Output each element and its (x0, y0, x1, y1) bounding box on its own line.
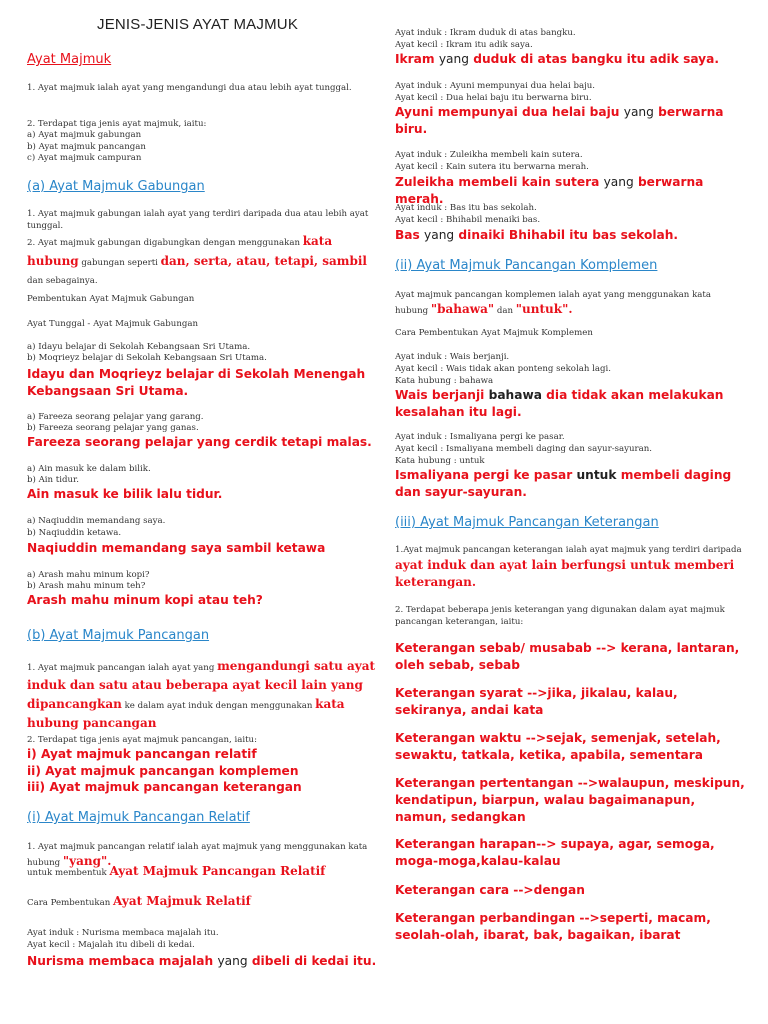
paragraph: 1. Ayat majmuk gabungan ialah ayat yang terdiri daripada dua atau lebih ayat tunggal. (27, 209, 369, 231)
keterangan-item: Keterangan perbandingan -->seperti, macam, seolah-olah, ibarat, bak, bagaikan, ibarat (395, 911, 711, 942)
example-line: Kata hubung : bahawa (395, 376, 494, 386)
keterangan-item: Keterangan pertentangan -->walaupun, meskipun, kendatipun, biarpun, walau bagaimanapun, namun, sedangkan (395, 776, 745, 824)
heading-pancangan: (b) Ayat Majmuk Pancangan (27, 628, 210, 643)
list-item: a) Ayat majmuk gabungan (27, 130, 142, 140)
heading-gabungan: (a) Ayat Majmuk Gabungan (27, 179, 205, 194)
example-line: Ayat induk : Nurisma membaca majalah itu. (27, 928, 219, 938)
keterangan-item: Keterangan syarat -->jika, jikalau, kalau, sekiranya, andai kata (395, 686, 678, 717)
paragraph: 1.Ayat majmuk pancangan keterangan ialah ayat majmuk yang terdiri daripada ayat induk dan ayat lain berfungsi untuk memberi keterangan. (395, 545, 742, 589)
list-item: ii) Ayat majmuk pancangan komplemen (27, 764, 299, 778)
example-result: Ismaliyana pergi ke pasar untuk membeli daging dan sayur-sayuran. (395, 468, 732, 499)
example-result: Arash mahu minum kopi atau teh? (27, 593, 263, 607)
example-line: a) Naqiuddin memandang saya. (27, 516, 166, 526)
example-line: Ayat kecil : Majalah itu dibeli di kedai. (27, 940, 195, 950)
example-result: Wais berjanji bahawa dia tidak akan melakukan kesalahan itu lagi. (395, 388, 724, 419)
example-line: Kata hubung : untuk (395, 456, 485, 466)
paragraph: Ayat Tunggal - Ayat Majmuk Gabungan (27, 319, 199, 329)
example-line: Ayat induk : Wais berjanji. (395, 352, 510, 362)
heading-komplemen: (ii) Ayat Majmuk Pancangan Komplemen (395, 258, 658, 273)
keterangan-item: Keterangan waktu -->sejak, semenjak, setelah, sewaktu, tatkala, ketika, apabila, sementara (395, 731, 721, 762)
paragraph: 2. Terdapat beberapa jenis keterangan yang digunakan dalam ayat majmuk pancangan keterangan, iaitu: (395, 605, 725, 627)
example-line: Ayat induk : Bas itu bas sekolah. (395, 203, 537, 213)
example-result: Ain masuk ke bilik lalu tidur. (27, 487, 223, 501)
heading-keterangan: (iii) Ayat Majmuk Pancangan Keterangan (395, 515, 659, 530)
paragraph: 2. Terdapat tiga jenis ayat majmuk pancangan, iaitu: (27, 735, 257, 745)
paragraph: Cara Pembentukan Ayat Majmuk Komplemen (395, 328, 593, 338)
keterangan-item: Keterangan harapan--> supaya, agar, semoga, moga-moga,kalau-kalau (395, 837, 715, 868)
example-line: a) Ain masuk ke dalam bilik. (27, 464, 151, 474)
paragraph: 1. Ayat majmuk pancangan ialah ayat yang mengandungi satu ayat induk dan satu atau beberapa ayat kecil lain yang dipancangkan ke dalam ayat induk dengan menggunakan kata hubung pancangan (27, 659, 376, 730)
example-line: a) Arash mahu minum kopi? (27, 570, 150, 580)
example-line: a) Idayu belajar di Sekolah Kebangsaan Sri Utama. (27, 342, 251, 352)
example-result: Nurisma membaca majalah yang dibeli di kedai itu. (27, 954, 377, 968)
example-line: b) Fareeza seorang pelajar yang ganas. (27, 423, 199, 433)
example-result: Ayuni mempunyai dua helai baju yang berwarna biru. (395, 105, 724, 136)
list-item: b) Ayat majmuk pancangan (27, 142, 146, 152)
example-line: b) Arash mahu minum teh? (27, 581, 146, 591)
example-line: b) Naqiuddin ketawa. (27, 528, 122, 538)
paragraph: Pembentukan Ayat Majmuk Gabungan (27, 294, 195, 304)
keterangan-item: Keterangan cara -->dengan (395, 883, 585, 897)
list-item: i) Ayat majmuk pancangan relatif (27, 747, 257, 761)
paragraph: 2. Terdapat tiga jenis ayat majmuk, iaitu: (27, 119, 207, 129)
example-result: Ikram yang duduk di atas bangku itu adik saya. (395, 52, 719, 66)
example-line: Ayat kecil : Wais tidak akan ponteng sekolah lagi. (395, 364, 611, 374)
example-line: b) Moqrieyz belajar di Sekolah Kebangsaan Sri Utama. (27, 353, 267, 363)
keterangan-item: Keterangan sebab/ musabab --> kerana, lantaran, oleh sebab, sebab (395, 641, 740, 672)
example-line: Ayat induk : Ismaliyana pergi ke pasar. (395, 432, 565, 442)
example-line: Ayat induk : Zuleikha membeli kain sutera. (395, 150, 583, 160)
paragraph: Ayat majmuk pancangan komplemen ialah ayat yang menggunakan kata hubung "bahawa" dan "untuk". (395, 290, 711, 316)
paragraph: Cara Pembentukan Ayat Majmuk Relatif (27, 894, 251, 908)
paragraph: untuk membentuk Ayat Majmuk Pancangan Relatif (27, 864, 326, 878)
example-line: a) Fareeza seorang pelajar yang garang. (27, 412, 204, 422)
example-line: b) Ain tidur. (27, 475, 79, 485)
example-line: Ayat kecil : Dua helai baju itu berwarna biru. (395, 93, 592, 103)
example-line: Ayat induk : Ayuni mempunyai dua helai baju. (395, 81, 596, 91)
example-line: Ayat kecil : Ikram itu adik saya. (395, 40, 533, 50)
list-item: iii) Ayat majmuk pancangan keterangan (27, 780, 302, 794)
example-line: Ayat induk : Ikram duduk di atas bangku. (395, 28, 576, 38)
example-line: Ayat kecil : Ismaliyana membeli daging dan sayur-sayuran. (395, 444, 653, 454)
list-item: c) Ayat majmuk campuran (27, 153, 142, 163)
example-result: Zuleikha membeli kain sutera yang berwarna merah. (395, 175, 704, 206)
paragraph: 2. Ayat majmuk gabungan digabungkan dengan menggunakan kata hubung gabungan seperti dan, serta, atau, tetapi, sambil dan sebagainya. (27, 234, 367, 286)
example-line: Ayat kecil : Bhihabil menaiki bas. (395, 215, 541, 225)
page-title: JENIS-JENIS AYAT MAJMUK (97, 16, 299, 33)
example-line: Ayat kecil : Kain sutera itu berwarna merah. (395, 162, 589, 172)
example-result: Fareeza seorang pelajar yang cerdik tetapi malas. (27, 435, 372, 449)
paragraph: 1. Ayat majmuk ialah ayat yang mengandungi dua atau lebih ayat tunggal. (27, 83, 352, 93)
paragraph: 1. Ayat majmuk pancangan relatif ialah ayat majmuk yang menggunakan kata hubung "yang". (27, 842, 368, 868)
heading-relatif: (i) Ayat Majmuk Pancangan Relatif (27, 810, 250, 825)
heading-ayat-majmuk: Ayat Majmuk (27, 52, 112, 67)
example-result: Idayu dan Moqrieyz belajar di Sekolah Menengah Kebangsaan Sri Utama. (27, 367, 366, 398)
example-result: Bas yang dinaiki Bhihabil itu bas sekolah. (395, 228, 679, 242)
example-result: Naqiuddin memandang saya sambil ketawa (27, 541, 326, 555)
